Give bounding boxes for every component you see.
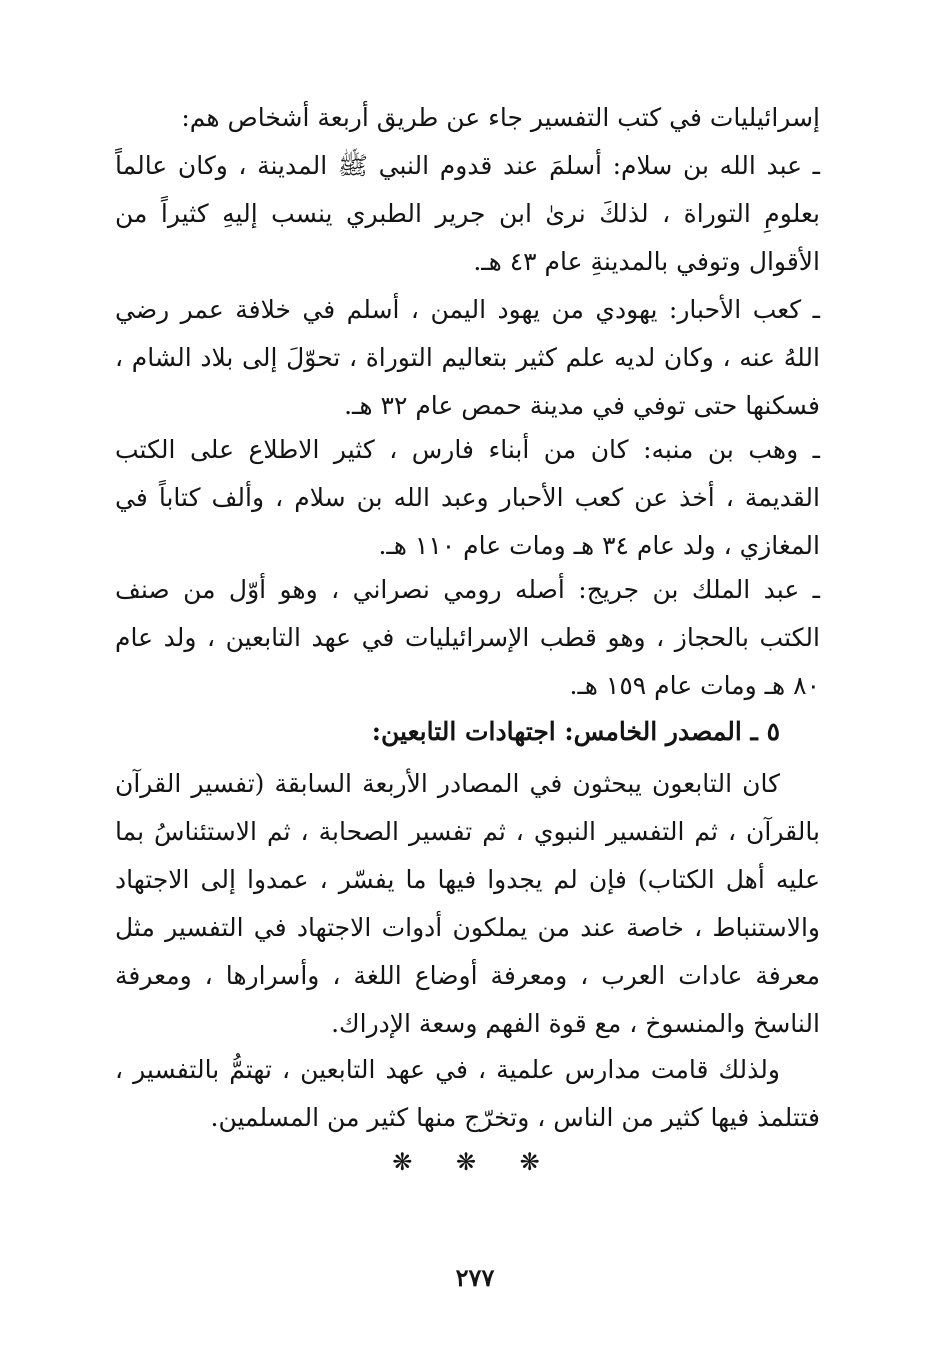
tabiin-ijtihad-paragraph: كان التابعون يبحثون في المصادر الأربعة السابقة (تفسير القرآن بالقرآن ، ثم التفسير النبوي ، ثم تفسير الصحابة ، ثم الاستئناسُ بما عليه أهل الكتاب) فإن لم يجدوا فيها ما يفسّر ، عمدوا إلى الاجتهاد والاستنباط ، خاصة عند من يملكون أدوات الاجتهاد في التفسير مثل معرفة عادات العرب ، ومعرفة أوضاع اللغة ، وأسرارها ، ومعرفة الناسخ والمنسوخ ، مع قوة الفهم وسعة الإدراك. bbox=[115, 769, 820, 1038]
wahb-ibn-munabbih-paragraph: ـ وهب بن منبه: كان من أبناء فارس ، كثير الاطلاع على الكتب القديمة ، أخذ عن كعب الأحبار وعبد الله بن سلام ، وألف كتاباً في المغازي ، ولد عام ٣٤ هـ ومات عام ١١٠ هـ. bbox=[115, 435, 820, 560]
abdullah-ibn-salam-paragraph: ـ عبد الله بن سلام: أسلمَ عند قدوم النبي ﷺ المدينة ، وكان عالماً بعلومِ التوراة ، لذلكَ نرىٰ ابن جرير الطبري ينسب إليهِ كثيراً من الأقوال وتوفي بالمدينةِ عام ٤٣ هـ. bbox=[115, 151, 820, 276]
page-number: ٢٧٧ bbox=[455, 1263, 495, 1292]
closing-paragraph: ولذلك قامت مدارس علمية ، في عهد التابعين ، تهتمُّ بالتفسير ، فتتلمذ فيها كثير من الناس ، وتخرّج منها كثير من المسلمين. bbox=[115, 1055, 820, 1132]
intro-paragraph: إسرائيليات في كتب التفسير جاء عن طريق أربعة أشخاص هم: bbox=[181, 103, 820, 132]
section-separator: ❋ ❋ ❋ bbox=[392, 1148, 558, 1176]
section-heading: ٥ ـ المصدر الخامس: اجتهادات التابعين: bbox=[371, 717, 780, 746]
ibn-jurayj-paragraph: ـ عبد الملك بن جريج: أصله رومي نصراني ، وهو أوّل من صنف الكتب بالحجاز ، وهو قطب الإسرائيليات في عهد التابعين ، ولد عام ٨٠ هـ ومات عام ١٥٩ هـ. bbox=[115, 575, 820, 700]
kaab-al-ahbar-paragraph: ـ كعب الأحبار: يهودي من يهود اليمن ، أسلم في خلافة عمر رضي اللهُ عنه ، وكان لديه علم كثير بتعاليم التوراة ، تحوّلَ إلى بلاد الشام ، فسكنها حتى توفي في مدينة حمص عام ٣٢ هـ. bbox=[115, 295, 820, 420]
